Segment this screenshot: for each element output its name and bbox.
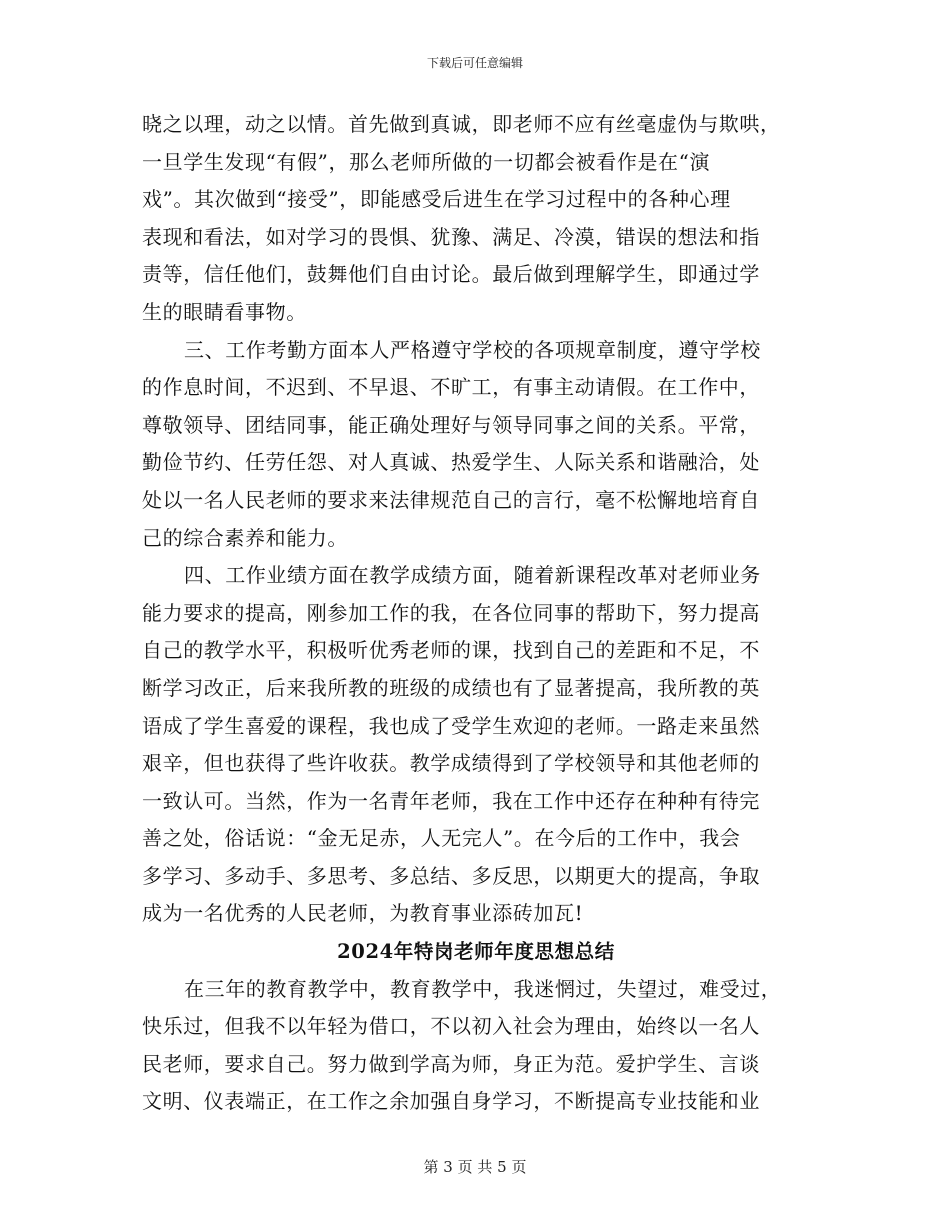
- paragraph-line: 责等，信任他们，鼓舞他们自由讨论。最后做到理解学生，即通过学: [142, 262, 760, 287]
- section-heading: 2024年特岗老师年度思想总结: [337, 940, 615, 964]
- paragraph-line: 能力要求的提高，刚参加工作的我，在各位同事的帮助下，努力提高: [142, 600, 760, 625]
- paragraph-line: 善之处，俗话说：“金无足赤，人无完人”。在今后的工作中，我会: [142, 826, 741, 851]
- paragraph-line: 文明、仪表端正，在工作之余加强自身学习，不断提高专业技能和业: [142, 1089, 760, 1114]
- paragraph-line: 一致认可。当然，作为一名青年老师，我在工作中还存在种种有待完: [142, 788, 760, 813]
- paragraph-line: 四、工作业绩方面在教学成绩方面，随着新课程改革对老师业务: [184, 563, 761, 588]
- paragraph-line: 三、工作考勤方面本人严格遵守学校的各项规章制度，遵守学校: [184, 337, 761, 362]
- paragraph-line: 语成了学生喜爱的课程，我也成了受学生欢迎的老师。一路走来虽然: [142, 713, 760, 738]
- paragraph-line: 己的综合素养和能力。: [142, 525, 348, 550]
- paragraph-line: 处以一名人民老师的要求来法律规范自己的言行，毫不松懈地培育自: [142, 487, 760, 512]
- paragraph-line: 表现和看法，如对学习的畏惧、犹豫、满足、冷漠，错误的想法和指: [142, 224, 760, 249]
- paragraph-line: 民老师，要求自己。努力做到学高为师，身正为范。爱护学生、言谈: [142, 1051, 760, 1076]
- paragraph-line: 在三年的教育教学中，教育教学中，我迷惘过，失望过，难受过，: [184, 976, 782, 1001]
- paragraph-line: 一旦学生发现“有假”，那么老师所做的一切都会被看作是在“演: [142, 149, 711, 174]
- paragraph-line: 晓之以理，动之以情。首先做到真诚，即老师不应有丝毫虚伪与欺哄，: [142, 112, 781, 136]
- paragraph-line: 多学习、多动手、多思考、多总结、多反思，以期更大的提高，争取: [142, 863, 760, 888]
- page-header: 下载后可任意编辑: [426, 56, 523, 70]
- paragraph-line: 戏”。其次做到“接受”，即能感受后进生在学习过程中的各种心理: [142, 187, 731, 212]
- paragraph-line: 生的眼睛看事物。: [142, 299, 307, 324]
- paragraph-line: 艰辛，但也获得了些许收获。教学成绩得到了学校领导和其他老师的: [142, 751, 760, 776]
- paragraph-line: 尊敬领导、团结同事，能正确处理好与领导同事之间的关系。平常，: [142, 412, 760, 437]
- page-footer: 第 3 页 共 5 页: [423, 1158, 527, 1176]
- paragraph-line: 的作息时间，不迟到、不早退、不旷工，有事主动请假。在工作中，: [142, 375, 760, 400]
- paragraph-line: 勤俭节约、任劳任怨、对人真诚、热爱学生、人际关系和谐融洽，处: [142, 450, 760, 475]
- document-body: [142, 106, 810, 1121]
- paragraph-line: 成为一名优秀的人民老师，为教育事业添砖加瓦!: [142, 901, 584, 926]
- paragraph-line: 快乐过，但我不以年轻为借口，不以初入社会为理由，始终以一名人: [142, 1014, 760, 1039]
- paragraph-line: 断学习改正，后来我所教的班级的成绩也有了显著提高，我所教的英: [142, 675, 760, 700]
- paragraph-line: 自己的教学水平，积极听优秀老师的课，找到自己的差距和不足，不: [142, 638, 760, 663]
